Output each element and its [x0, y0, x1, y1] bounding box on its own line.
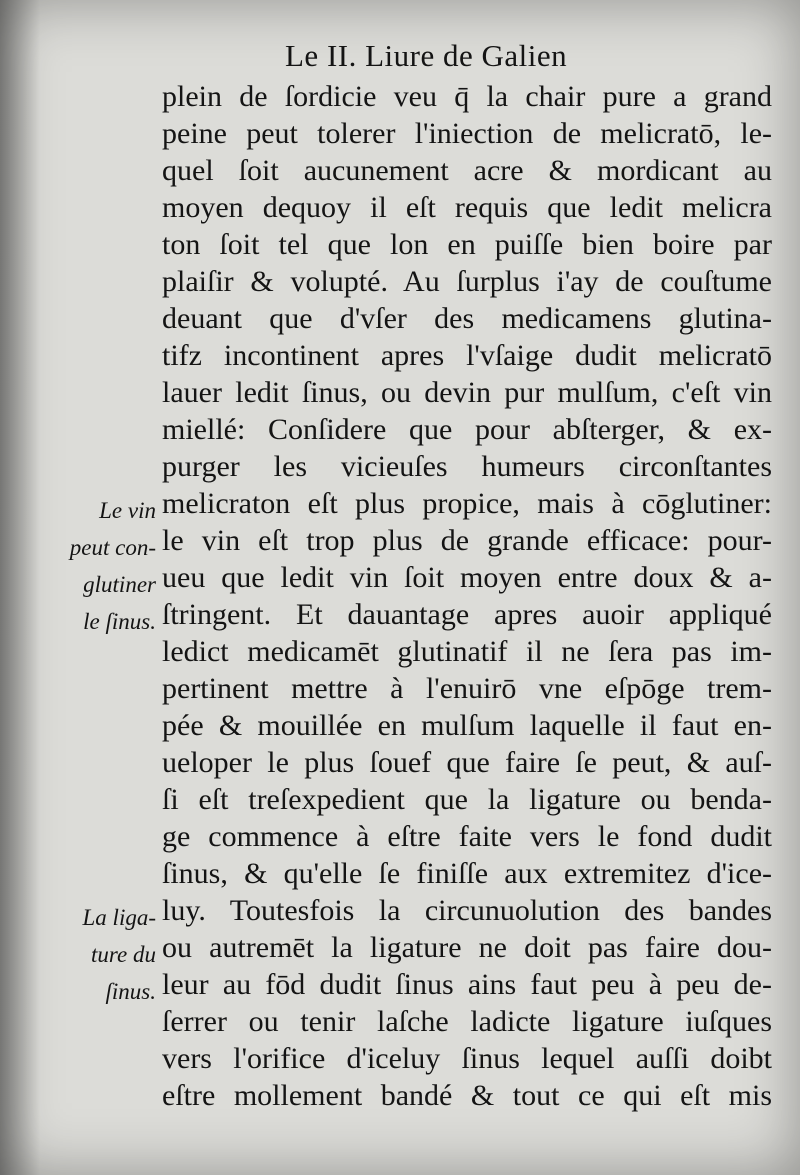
- main-text-block: [162, 78, 782, 1114]
- text-line-24: ou autremēt la ligature ne doit pas faire dou-: [162, 931, 772, 964]
- text-line-22: ſinus, & qu'elle ſe finiſſe aux extremitez d'ice-: [162, 857, 772, 890]
- text-line-21: ge commence à eſtre faite vers le fond dudit: [162, 820, 772, 853]
- text-line-14: ueu que ledit vin ſoit moyen entre doux & a-: [162, 561, 772, 594]
- page-gutter-shadow: [0, 0, 40, 1175]
- margin-note-line: ſinus.: [105, 979, 156, 1004]
- text-line-23: luy. Toutesfois la circunuolution des bandes: [162, 894, 772, 927]
- margin-note-line: La liga-: [82, 905, 156, 930]
- margin-note-line: Le vin: [99, 498, 156, 523]
- text-line-5: ton ſoit tel que lon en puiſſe bien boire par: [162, 228, 772, 261]
- margin-note-line: glutiner: [83, 572, 156, 597]
- text-line-17: pertinent mettre à l'enuirō vne eſpōge trem-: [162, 672, 772, 705]
- text-line-7: deuant que d'vſer des medicamens glutina-: [162, 302, 772, 335]
- text-line-15: ſtringent. Et dauantage apres auoir appliqué: [162, 598, 772, 631]
- text-line-16: ledict medicamēt glutinatif il ne ſera pas im-: [162, 635, 772, 668]
- text-line-19: ueloper le plus ſouef que faire ſe peut, & auſ-: [162, 746, 772, 779]
- text-line-6: plaiſir & volupté. Au ſurplus i'ay de couſtume: [162, 265, 772, 298]
- margin-note-wine: [44, 492, 156, 640]
- text-line-13: le vin eſt trop plus de grande efficace: pour-: [162, 524, 772, 557]
- text-line-28: eſtre mollement bandé & tout ce qui eſt mis: [162, 1079, 772, 1112]
- text-line-8: tifz incontinent apres l'vſaige dudit melicratō: [162, 339, 772, 372]
- text-line-4: moyen dequoy il eſt requis que ledit melicra: [162, 191, 772, 224]
- text-line-10: miellé: Conſidere que pour abſterger, & ex-: [162, 413, 772, 446]
- text-line-3: quel ſoit aucunement acre & mordicant au: [162, 154, 772, 187]
- margin-note-ligature: [44, 899, 156, 1010]
- text-line-1: plein de ſordicie veu q̄ la chair pure a grand: [162, 80, 772, 113]
- text-line-20: ſi eſt treſexpedient que la ligature ou benda-: [162, 783, 772, 816]
- running-header: Le II. Liure de Galien: [285, 38, 568, 73]
- text-line-26: ſerrer ou tenir laſche ladicte ligature iuſques: [162, 1005, 772, 1038]
- margin-note-line: ture du: [91, 942, 156, 967]
- text-line-12: melicraton eſt plus propice, mais à cōglutiner:: [162, 487, 772, 520]
- text-line-11: purger les vicieuſes humeurs circonſtantes: [162, 450, 772, 483]
- text-line-9: lauer ledit ſinus, ou devin pur mulſum, c'eſt vin: [162, 376, 772, 409]
- margin-note-line: le ſinus.: [83, 609, 156, 634]
- text-line-25: leur au fōd dudit ſinus ains faut peu à peu de-: [162, 968, 772, 1001]
- text-line-18: pée & mouillée en mulſum laquelle il faut en-: [162, 709, 772, 742]
- text-line-2: peine peut tolerer l'iniection de melicratō, le-: [162, 117, 772, 150]
- text-line-27: vers l'orifice d'iceluy ſinus lequel auſſi doibt: [162, 1042, 772, 1075]
- margin-note-line: peut con-: [69, 535, 156, 560]
